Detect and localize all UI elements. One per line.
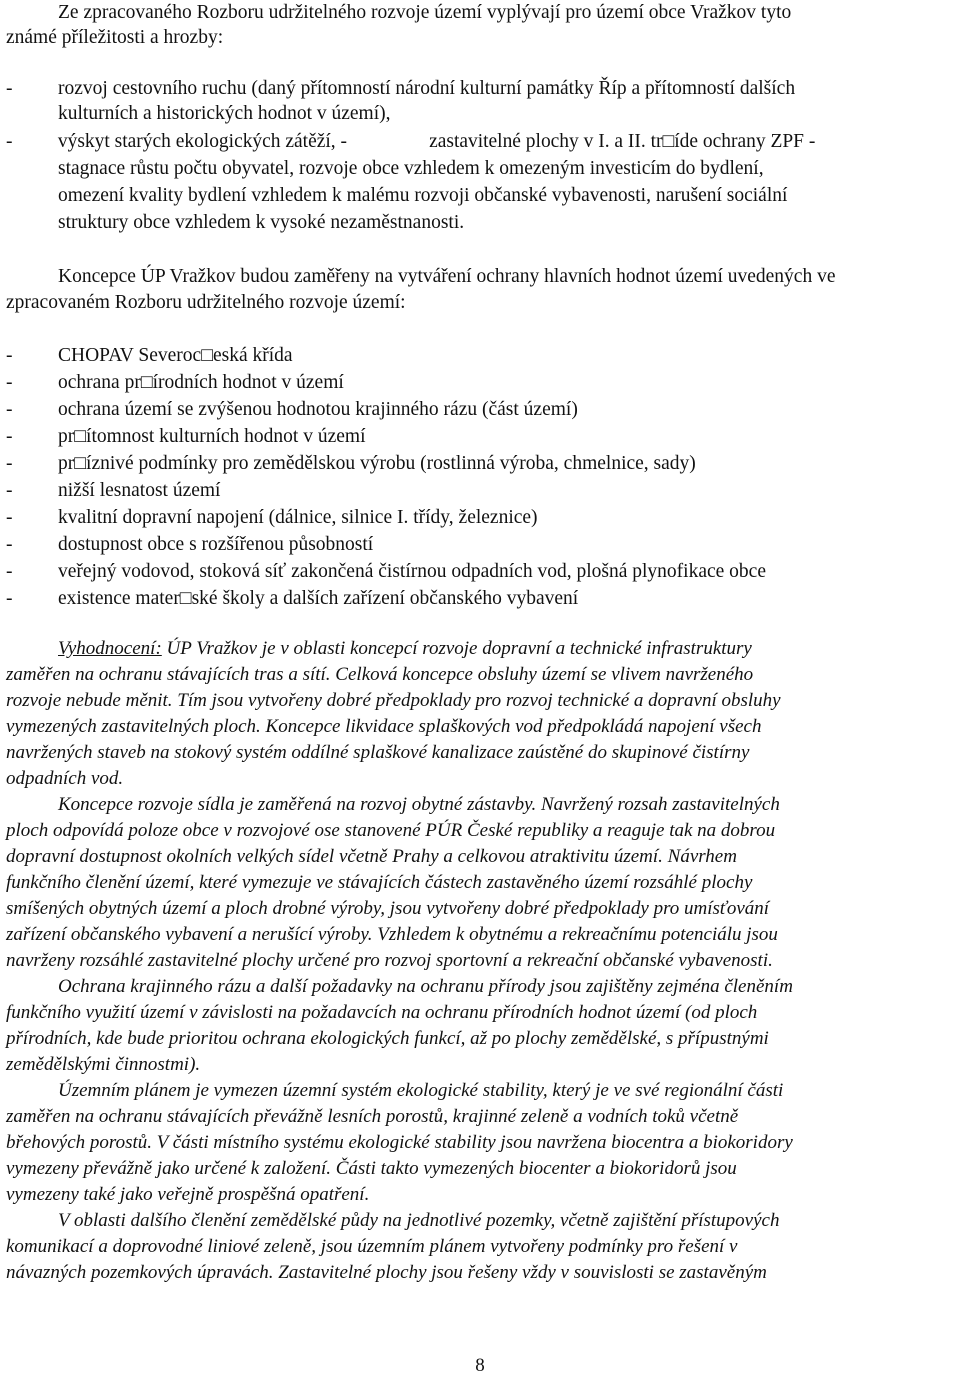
evaluation-line: smíšených obytných území a ploch drobné výroby, jsou vytvořeny dobré předpoklady pro umísťování [6, 898, 770, 919]
evaluation-line: zemědělskými činnostmi). [6, 1054, 201, 1075]
evaluation-line: V oblasti dalšího členění zemědělské půdy na jednotlivé pozemky, včetně zajištění přístupových [58, 1210, 780, 1231]
evaluation-first-line [58, 636, 752, 662]
evaluation-line: zaměřen na ochranu stávajících tras a sítí. Celková koncepce obsluhy území se vlivem navrženého [6, 664, 754, 685]
evaluation-line: dopravní dostupnost okolních velkých sídel včetně Prahy a celkovou atraktivitu území. Návrhem [6, 846, 737, 867]
list-dash: - [6, 480, 13, 501]
list-dash: - [6, 588, 13, 609]
list-item-text: veřejný vodovod, stoková síť zakončená čistírnou odpadních vod, plošná plynofikace obce [58, 561, 766, 582]
evaluation-line: navržených staveb na stokový systém oddílné splaškové kanalizace zaústěné do skupinové čistírny [6, 742, 750, 763]
evaluation-line: funkčního využití území v závislosti na požadavcích na ochranu přírodních hodnot území (od ploch [6, 1002, 758, 1023]
evaluation-line: zařízení občanského vybavení a nerušící výroby. Vzhledem k obytnému a rekreačnímu potenciálu jsou [6, 924, 778, 945]
list-item-text: existence mater□ské školy a dalších zařízení občanského vybavení [58, 588, 579, 609]
threat-cont-line-2: omezení kvality bydlení vzhledem k malému rozvoji občanské vybavenosti, narušení sociální [58, 185, 788, 206]
list-dash: - [6, 345, 13, 366]
list-dash: - [6, 372, 13, 393]
evaluation-line: břehových porostů. V části místního systému ekologické stability jsou navržena biocentra a biokoridory [6, 1132, 793, 1153]
evaluation-line: funkčního členění území, které vymezuje ve stávajících částech zastavěného území rozsáhlé plochy [6, 872, 753, 893]
list-item-text: dostupnost obce s rozšířenou působností [58, 534, 374, 555]
evaluation-line: Ochrana krajinného rázu a další požadavky na ochranu přírody jsou zajištěny zejména členěním [58, 976, 793, 997]
evaluation-line: přírodních, kde bude prioritou ochrana ekologických funkcí, až po plochy zemědělské, s přípustnými [6, 1028, 769, 1049]
evaluation-line: vymezených zastavitelných ploch. Koncepce likvidace splaškových vod předpokládá napojení všech [6, 716, 762, 737]
evaluation-line: vymezeny převážně jako určené k založení. Části takto vymezených biocenter a biokoridorů jsou [6, 1158, 737, 1179]
list-dash: - [6, 399, 13, 420]
list-item-text: ochrana pr□írodních hodnot v území [58, 372, 344, 393]
list-item-text: pr□ítomnost kulturních hodnot v území [58, 426, 366, 447]
concept-line-1: Koncepce ÚP Vražkov budou zaměřeny na vytváření ochrany hlavních hodnot území uvedených ve [58, 266, 836, 287]
intro-line-2: známé příležitosti a hrozby: [6, 27, 224, 48]
evaluation-line: odpadních vod. [6, 768, 124, 789]
list-dash: - [6, 561, 13, 582]
list-dash: - [6, 507, 13, 528]
threat-item-2-part-b: zastavitelné plochy v I. a II. tr□íde ochrany ZPF - [429, 131, 816, 152]
threat-item-1-line-2: kulturních a historických hodnot v území), [58, 103, 391, 124]
evaluation-line: ploch odpovídá poloze obce v rozvojové ose stanovené PÚR České republiky a reaguje tak na dobrou [6, 820, 776, 841]
evaluation-line: komunikací a doprovodné liniové zeleně, jsou územním plánem vytvořeny podmínky pro řešení v [6, 1236, 738, 1257]
concept-line-2: zpracovaném Rozboru udržitelného rozvoje území: [6, 292, 406, 313]
list-dash: - [6, 534, 13, 555]
page-number: 8 [475, 1355, 485, 1376]
list-item-text: pr□íznivé podmínky pro zemědělskou výrobu (rostlinná výroba, chmelnice, sady) [58, 453, 696, 474]
evaluation-line: Územním plánem je vymezen územní systém ekologické stability, který je ve své regionální části [58, 1080, 784, 1101]
list-dash: - [6, 426, 13, 447]
threat-cont-line-3: struktury obce vzhledem k vysoké nezaměstnanosti. [58, 212, 465, 233]
evaluation-line: rozvoje nebude měnit. Tím jsou vytvořeny dobré předpoklady pro rozvoj technické a dopravní obsluhy [6, 690, 781, 711]
evaluation-label: Vyhodnocení: [58, 638, 162, 659]
evaluation-line: Koncepce rozvoje sídla je zaměřená na rozvoj obytné zástavby. Navržený rozsah zastavitelných [58, 794, 780, 815]
evaluation-line: vymezeny také jako veřejně prospěšná opatření. [6, 1184, 370, 1205]
threat-item-2-part-a: výskyt starých ekologických zátěží, - [57, 131, 347, 152]
intro-line-1: Ze zpracovaného Rozboru udržitelného rozvoje území vyplývají pro území obce Vražkov tyto [58, 2, 792, 23]
list-dash: - [6, 453, 13, 474]
threat-cont-line-1: stagnace růstu počtu obyvatel, rozvoje obce vzhledem k omezeným investicím do bydlení, [58, 158, 764, 179]
list-item-text: ochrana území se zvýšenou hodnotou krajinného rázu (část území) [58, 399, 578, 420]
list-dash: - [5, 131, 13, 152]
evaluation-line: navrženy rozsáhlé zastavitelné plochy určené pro rozvoj sportovní a rekreační občanské vybavenosti. [6, 950, 773, 971]
list-dash: - [6, 78, 13, 99]
evaluation-line: návazných pozemkových úpravách. Zastavitelné plochy jsou řešeny vždy v souvislosti se zastavěným [6, 1262, 767, 1283]
evaluation-first-line-rest: ÚP Vražkov je v oblasti koncepcí rozvoje dopravní a technické infrastruktury [161, 638, 752, 659]
list-item-text: kvalitní dopravní napojení (dálnice, silnice I. třídy, železnice) [58, 507, 538, 528]
list-item-text: nižší lesnatost území [58, 480, 221, 501]
list-item-text: CHOPAV Severoc□eská křída [58, 345, 293, 366]
evaluation-line: zaměřen na ochranu stávajících převážně lesních porostů, krajinné zeleně a vodních toků včetně [6, 1106, 739, 1127]
threat-item-1-line-1: rozvoj cestovního ruchu (daný přítomností národní kulturní památky Říp a přítomností dalších [58, 78, 796, 99]
